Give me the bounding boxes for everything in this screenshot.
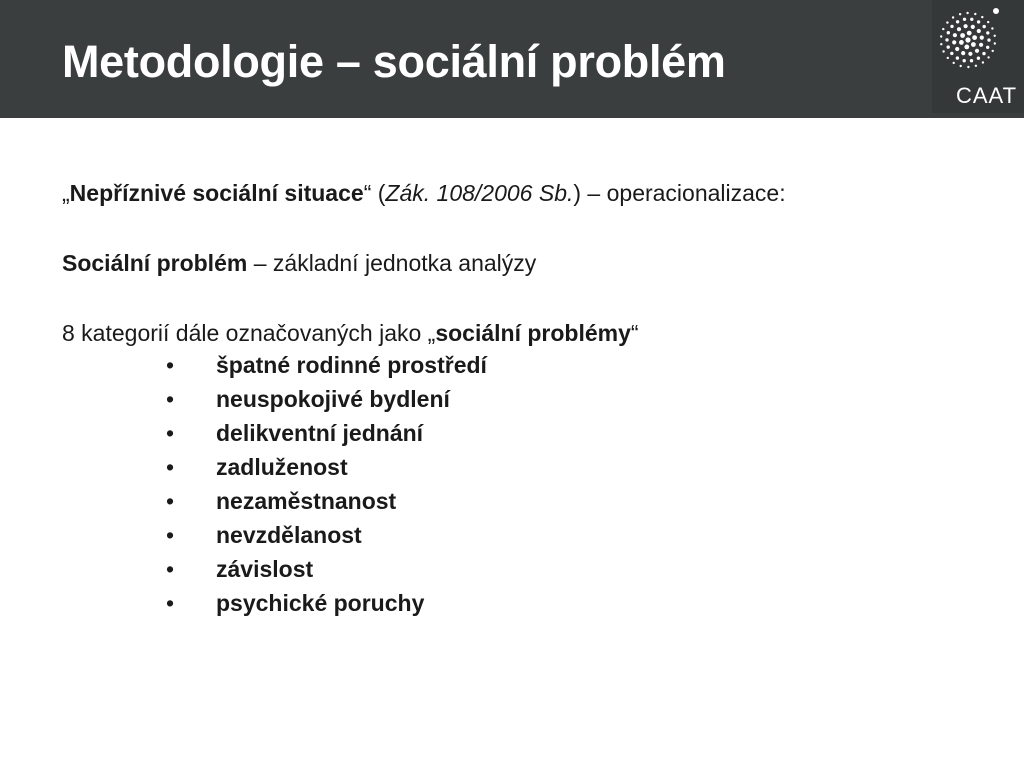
bullet-icon: • bbox=[166, 488, 175, 514]
slide-header bbox=[0, 0, 1024, 118]
bullet-icon: • bbox=[166, 556, 175, 582]
term-social-problem: Sociální problém bbox=[62, 250, 248, 276]
category-label: nevzdělanost bbox=[216, 522, 362, 548]
law-reference: Zák. 108/2006 Sb. bbox=[385, 180, 574, 206]
category-label: delikventní jednání bbox=[216, 420, 424, 446]
bullet-icon: • bbox=[166, 522, 175, 548]
term-social-problems: sociální problémy bbox=[435, 320, 631, 346]
category-label: zadluženost bbox=[216, 454, 348, 480]
open-quote: „ bbox=[62, 180, 70, 206]
bullet-icon: • bbox=[166, 590, 175, 616]
close-quote: “ bbox=[630, 320, 639, 346]
category-label: neuspokojivé bydlení bbox=[216, 386, 450, 412]
term-adverse-situations: Nepříznivé sociální situace bbox=[69, 180, 364, 206]
category-label: špatné rodinné prostředí bbox=[216, 352, 487, 378]
category-label: závislost bbox=[216, 556, 314, 582]
close-quote-paren: “ ( bbox=[363, 180, 386, 206]
category-label: psychické poruchy bbox=[216, 590, 425, 616]
bullet-icon: • bbox=[166, 386, 175, 412]
operationalization-text: ) – operacionalizace: bbox=[573, 180, 786, 206]
unit-line bbox=[62, 250, 536, 277]
bullet-icon: • bbox=[166, 420, 175, 446]
category-label: nezaměstnanost bbox=[216, 488, 397, 514]
bullet-icon: • bbox=[166, 352, 175, 378]
unit-description: – základní jednotka analýzy bbox=[247, 250, 537, 276]
slide-title: Metodologie – sociální problém bbox=[62, 36, 726, 87]
caat-logo bbox=[932, 0, 1024, 113]
logo-dots-icon bbox=[932, 0, 1024, 80]
logo-text: CAAT bbox=[956, 83, 1018, 108]
bullet-icon: • bbox=[166, 454, 175, 480]
categories-intro-line bbox=[62, 320, 639, 347]
categories-intro-text: 8 kategorií dále označovaných jako „ bbox=[62, 320, 436, 346]
definition-line bbox=[62, 180, 786, 207]
